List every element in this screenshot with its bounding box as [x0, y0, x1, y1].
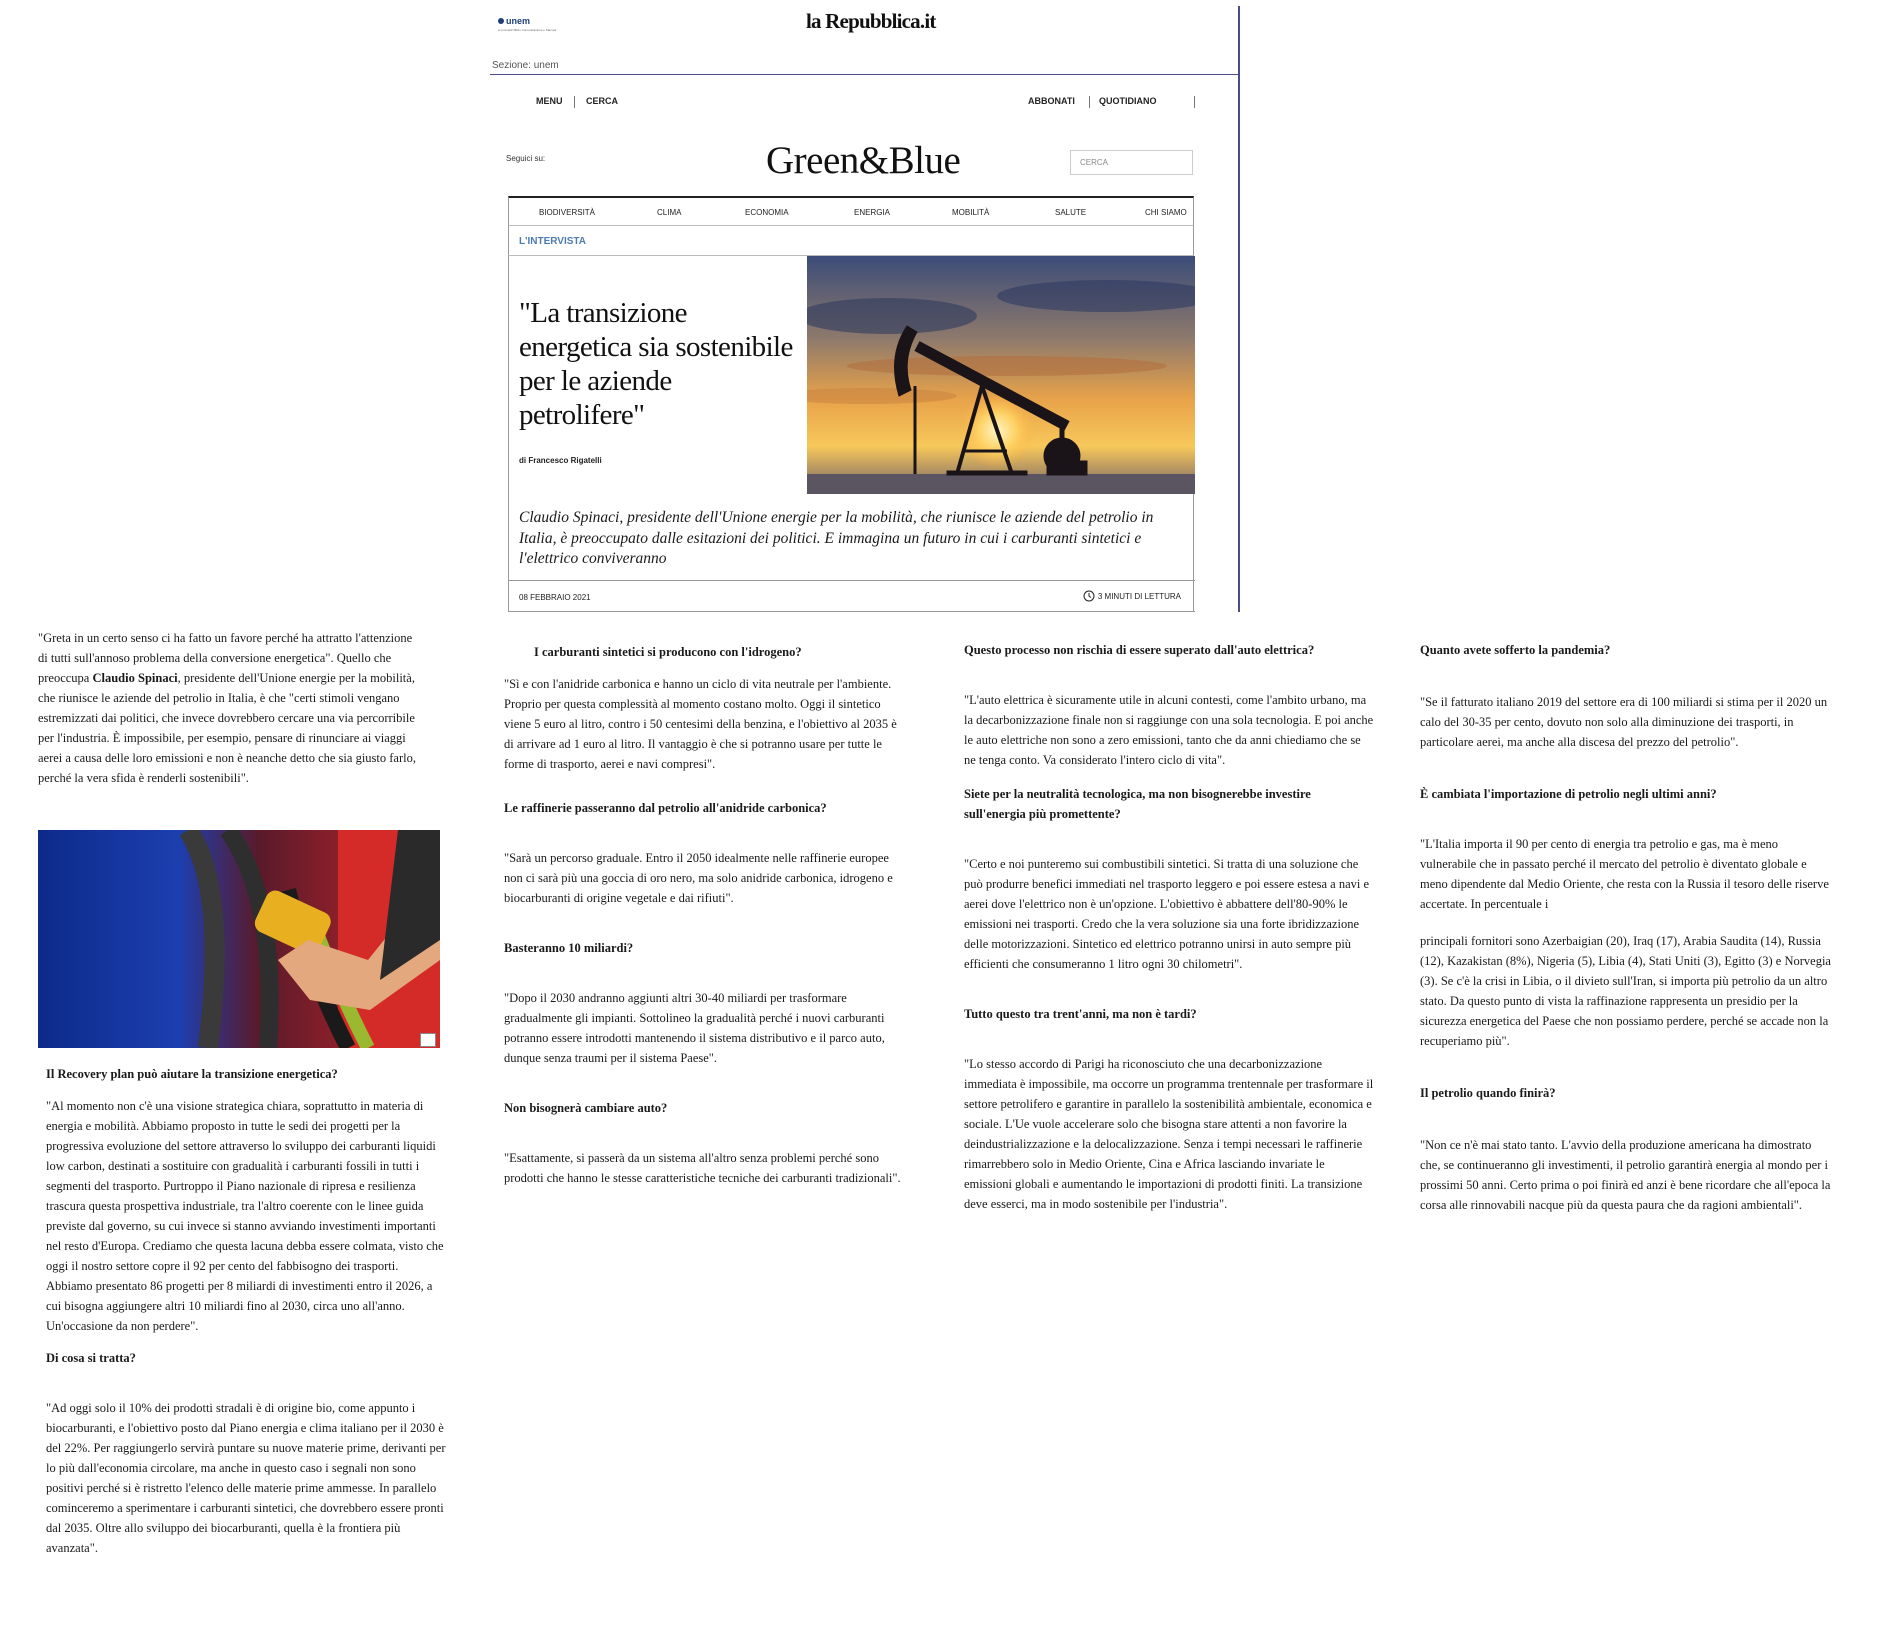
clock-icon: [1083, 590, 1095, 602]
answer: "Ad oggi solo il 10% dei prodotti stradali è di origine bio, come appunto i biocarburanti, e l'obiettivo posto dal Piano energia e clima italiano per il 2030 è del 22%. Per raggiungerlo servirà puntare su nuove materie prime, derivanti per lo più dall'economia circolare, ma anche in questo caso i segnali non sono positivi perché si è ristretto l'elenco delle materie prime ammesse. In parallelo cominceremo a sperimentare i carburanti sintetici, che dovrebbero essere pronti dal 2035. Oltre allo sviluppo dei biocarburanti, quella è la frontiera più avanzata".: [46, 1401, 446, 1555]
category-economia[interactable]: ECONOMIA: [745, 208, 789, 217]
answer: "Sì e con l'anidride carbonica e hanno un ciclo di vita neutrale per l'ambiente. Proprio per questa complessità al momento costano molto. Oggi il sintetico viene 5 euro al litro, contro i 50 centesimi della benzina, e l'obiettivo al 2035 è di arrivare ad 1 euro al litro. Il vantaggio è che si potranno usare per tutte le forme di trasporto, aerei e navi compresi".: [504, 677, 897, 771]
intro-paragraph: [38, 628, 418, 788]
category-nav: [508, 196, 1194, 226]
divider: [574, 96, 575, 108]
answer-continued: principali fornitori sono Azerbaigian (20), Iraq (17), Arabia Saudita (14), Russia (12), Kazakistan (8%), Nigeria (5), Libia (4), Stati Uniti (3), Egitto (3) e Norvegia (3). Se c'è la crisi in Libia, o il divieto sull'Iran, si importa più petrolio da un altro stato. Da questo punto di vista la raffinazione rappresenta un presidio per la sicurezza energetica del Paese che non possiamo perdere, perché se accade non la recuperiamo più".: [1420, 934, 1831, 1048]
article-tag[interactable]: L'INTERVISTA: [519, 236, 587, 247]
headline: "La transizione energetica sia sostenibile per le aziende petrolifere": [519, 297, 793, 431]
category-biodiversita[interactable]: BIODIVERSITÀ: [539, 208, 596, 217]
article-clipping: [486, 0, 1240, 612]
question: Quanto avete sofferto la pandemia?: [1420, 643, 1611, 657]
answer: "Dopo il 2030 andranno aggiunti altri 30-40 miliardi per trasformare gradualmente gli impianti. Sottolineo la gradualità perché i nuovi carburanti potranno essere introdotti mantenendo il sistema distributivo e il parco auto, dunque senza traumi per il sistema Paese".: [504, 991, 885, 1065]
unem-logo-icon: [498, 16, 578, 32]
quotidiano-link[interactable]: QUOTIDIANO: [1099, 96, 1157, 106]
answer: "Non ce n'è mai stato tanto. L'avvio della produzione americana ha dimostrato che, se continueranno gli investimenti, il petrolio garantirà energia al mondo per i prossimi 50 anni. Certo prima o poi finirà ed anzi è bene ricordare che all'epoca la corsa alle rinnovabili nacque più da questa paura che da ragioni ambientali".: [1420, 1138, 1831, 1212]
unem-name: unem: [506, 16, 531, 26]
search-input[interactable]: CERCA: [1070, 150, 1193, 175]
question: Tutto questo tra trent'anni, ma non è tardi?: [964, 1007, 1197, 1021]
fuel-pump-photo: [38, 830, 440, 1048]
article-tag-row: [508, 226, 1194, 256]
category-energia[interactable]: ENERGIA: [854, 208, 891, 217]
expand-icon[interactable]: [420, 1033, 436, 1047]
read-time: [1083, 590, 1181, 602]
category-clima[interactable]: CLIMA: [657, 208, 682, 217]
divider: [509, 611, 1195, 612]
divider: [509, 580, 1195, 581]
green-blue-logo[interactable]: Green&Blue: [766, 139, 961, 182]
divider: [1089, 96, 1090, 108]
column-1-qa: [46, 1064, 446, 1558]
question: Le raffinerie passeranno dal petrolio all'anidride carbonica?: [504, 801, 827, 815]
answer: "L'auto elettrica è sicuramente utile in alcuni contesti, come l'ambito urbano, ma la decarbonizzazione finale non si raggiunge con una sola tecnologia. E poi anche le auto elettriche non sono a zero emissioni, tanto che da anni chiediamo che se ne tenga conto. Va considerato l'intero ciclo di vita".: [964, 693, 1374, 767]
oil-pump-photo: [807, 256, 1195, 494]
question: Questo processo non rischia di essere superato dall'auto elettrica?: [964, 643, 1315, 657]
summary-box: [508, 494, 1194, 612]
question: Di cosa si tratta?: [46, 1351, 136, 1365]
category-chi-siamo[interactable]: CHI SIAMO: [1145, 208, 1187, 217]
question: I carburanti sintetici si producono con l'idrogeno?: [534, 645, 802, 659]
abbonati-link[interactable]: ABBONATI: [1028, 96, 1075, 106]
question: Basteranno 10 miliardi?: [504, 941, 634, 955]
intro-name: Claudio Spinaci: [92, 671, 178, 685]
read-time-label: 3 MINUTI DI LETTURA: [1097, 591, 1181, 601]
column-1-intro: [38, 628, 418, 788]
divider: [490, 74, 1240, 75]
article-date: 08 FEBBRAIO 2021: [519, 593, 591, 602]
category-mobilita[interactable]: MOBILITÀ: [952, 208, 990, 217]
answer: "Esattamente, si passerà da un sistema all'altro senza problemi perché sono prodotti che hanno le stesse caratteristiche tecniche dei carburanti tradizionali".: [504, 1151, 901, 1185]
follow-label: Seguici su:: [506, 154, 546, 163]
intro-text-b: , presidente dell'Unione energie per la mobilità, che riunisce le aziende del petrolio in Italia, è che "certi stimoli vengano estremizzati dai politici, che invece dovrebbero cercare una via percorribile per l'industria. È impossibile, per esempio, pensare di rinunciare ai viaggi aerei a causa delle loro emissioni e non è neanche detto che sia giusto farlo, perché la vera sfida è renderli sostenibili".: [38, 671, 416, 785]
question: Siete per la neutralità tecnologica, ma non bisognerebbe investire sull'energia più promettente?: [964, 787, 1311, 821]
question: È cambiata l'importazione di petrolio negli ultimi anni?: [1420, 787, 1717, 801]
top-nav: [486, 96, 1240, 110]
answer: "Al momento non c'è una visione strategica chiara, soprattutto in materia di energia e mobilità. Abbiamo proposto in tutte le sedi dei progetti per la progressiva evoluzione del settore attraverso lo sviluppo dei carburanti liquidi low carbon, destinati a sostituire con gradualità i carburanti fossili in tutti i segmenti del trasporto. Purtroppo il Piano nazionale di ripresa e resilienza trascura questa prospettiva industriale, tra l'altro coerente con le linee guida previste dal governo, su cui invece si stanno avviando investimenti importanti nel resto d'Europa. Crediamo che questa lacuna debba essere colmata, visto che oggi il nostro settore copre il 92 per cento del fabbisogno dei trasporti. Abbiamo presentato 86 progetti per 8 miliardi di investimenti entro il 2026, a cui bisogna aggiungere altri 10 miliardi fino al 2030, circa uno all'anno. Un'occasione da non perdere".: [46, 1099, 444, 1333]
answer: "Se il fatturato italiano 2019 del settore era di 100 miliardi si stima per il 2020 un calo del 30-35 per cento, dovuto non solo alla diminuzione dei trasporti, in particolare aerei, ma anche alla discesa del prezzo del petrolio".: [1420, 695, 1828, 749]
question: Il Recovery plan può aiutare la transizione energetica?: [46, 1067, 338, 1081]
column-3: [964, 640, 1374, 1214]
answer: "Sarà un percorso graduale. Entro il 2050 idealmente nelle raffinerie europee non ci sarà più una goccia di oro nero, ma solo anidride carbonica, idrogeno e biocarburanti di origine vegetale e dai rifiuti".: [504, 851, 893, 905]
answer: "L'Italia importa il 90 per cento di energia tra petrolio e gas, ma è meno vulnerabile che in passato perché il mercato del petrolio è diventato globale e meno dipendente dal Medio Oriente, che resta con la Russia il tesoro delle riserve accertate. In percentuale i: [1420, 837, 1829, 911]
answer: "Certo e noi punteremo sui combustibili sintetici. Si tratta di una soluzione che può produrre benefici immediati nel trasporto leggero e poi essere estesa a navi e aerei dove l'elettrico non è un'opzione. L'obiettivo è abbattere dell'80-90% le emissioni nei trasporti. Credo che la vera soluzione sia una forte ibridizzazione delle motorizzazioni. Sintetico ed elettrico potranno unirsi in auto sempre più efficienti che consumeranno 1 litro ogni 30 chilometri".: [964, 857, 1370, 971]
question: Il petrolio quando finirà?: [1420, 1086, 1556, 1100]
column-4: [1420, 640, 1832, 1215]
repubblica-logo: la Repubblica.it: [806, 9, 936, 33]
byline: di Francesco Rigatelli: [519, 456, 602, 465]
search-link[interactable]: CERCA: [586, 96, 619, 106]
menu-button[interactable]: MENU: [536, 96, 563, 106]
divider: [1194, 96, 1195, 108]
section-label: Sezione: unem: [492, 60, 559, 71]
question: Non bisognerà cambiare auto?: [504, 1101, 668, 1115]
intro-text-a: "Greta in un certo senso ci ha fatto un favore perché ha attratto l'attenzione di tutti sull'annoso problema della conversione energetica". Quello che preoccupa: [38, 631, 413, 685]
category-salute[interactable]: SALUTE: [1055, 208, 1087, 217]
article-summary: Claudio Spinaci, presidente dell'Unione energie per la mobilità, che riunisce le aziende del petrolio in Italia, è preoccupato dalle esitazioni dei politici. E immagina un futuro in cui i carburanti sintetici e l'elettrico conviveranno: [519, 509, 1154, 567]
unem-subtitle: A cura dell'Ufficio Comunicazione e Stampa: [498, 28, 557, 32]
column-2: [504, 642, 904, 1188]
hero: [508, 256, 1194, 494]
answer: "Lo stesso accordo di Parigi ha riconosciuto che una decarbonizzazione immediata è impossibile, ma occorre un programma trentennale per trasformare il settore petrolifero e garantire in parallelo la sostenibilità ambientale, economica e sociale. L'Ue vuole accelerare solo che bisogna stare attenti a non favorire la deindustrializzazione e la delocalizzazione. Senza i tempi necessari le raffinerie rimarrebbero solo in Medio Oriente, Cina e Africa lasciando invariate le emissioni globali e aumentando le importazioni di prodotti finiti. La transizione deve esserci, ma in modo sostenibile per l'industria".: [964, 1057, 1374, 1211]
